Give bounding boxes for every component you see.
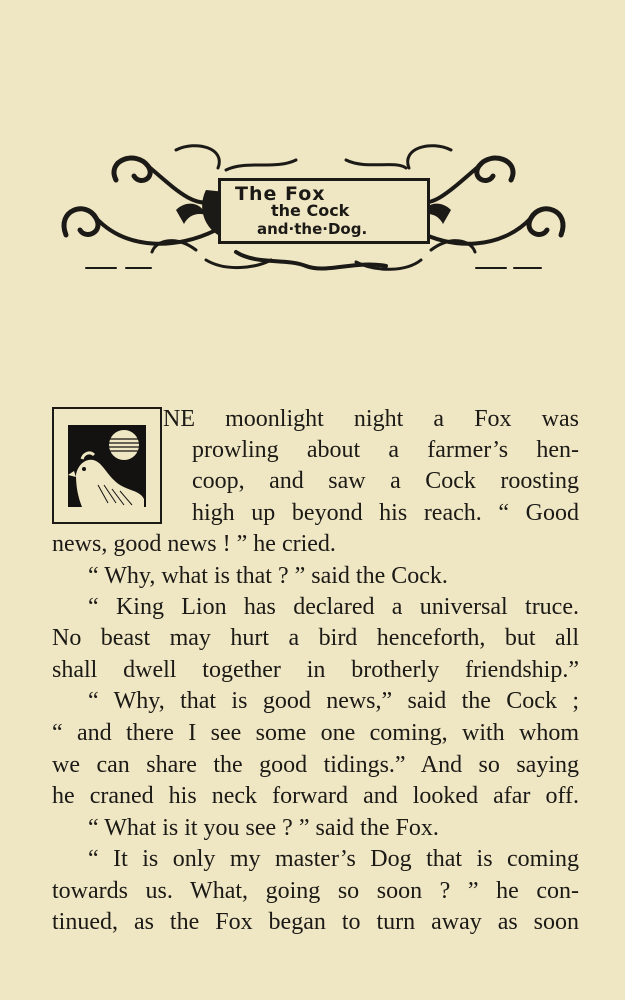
text-line-3: coop, and saw a Cock roosting [192,468,579,494]
text-line-7: “ King Lion has declared a universal truce. [88,594,579,620]
text-line-16: towards us. What, going so soon ? ” he con- [52,878,579,904]
text-line-11: “ and there I see some one coming, with whom [52,720,579,746]
text-line-12: we can share the good tidings.” And so saying [52,752,579,778]
text-line-8: No beast may hurt a bird henceforth, but all [52,625,579,651]
cock-icon [68,425,146,507]
title-line-3: and·the·Dog. [257,220,368,238]
cock-and-moon-illustration [68,425,146,507]
title-line-1: The Fox [235,183,326,205]
text-line-17: tinued, as the Fox began to turn away as soon [52,909,579,935]
text-line-5: news, good news ! ” he cried. [52,531,336,557]
text-line-14: “ What is it you see ? ” said the Fox. [88,815,439,841]
text-line-15: “ It is only my master’s Dog that is coming [88,846,579,872]
text-line-13: he craned his neck forward and looked afar off. [52,783,579,809]
decorated-initial [52,407,162,524]
text-line-2: prowling about a farmer’s hen- [192,437,579,463]
text-line-9: shall dwell together in brotherly friendship.” [52,657,579,683]
text-line-6: “ Why, what is that ? ” said the Cock. [88,563,448,589]
title-line-2: the Cock [271,201,350,220]
text-line-1: NE moonlight night a Fox was [163,406,579,432]
title-plate [218,178,430,244]
text-line-4: high up beyond his reach. “ Good [192,500,579,526]
text-line-10: “ Why, that is good news,” said the Cock ; [88,688,579,714]
